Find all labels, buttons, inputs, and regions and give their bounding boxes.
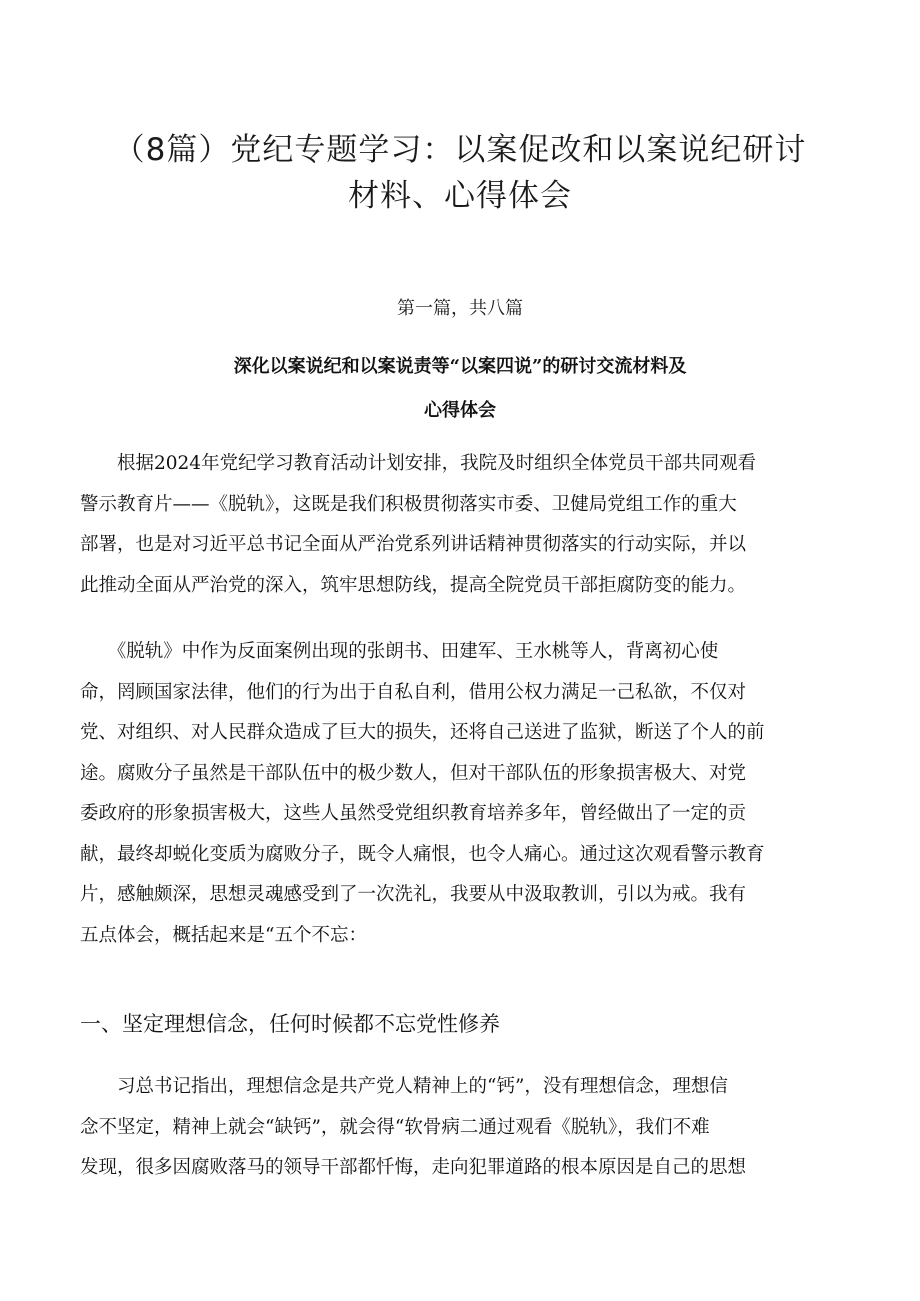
paragraph-line: 途。腐败分子虽然是干部队伍中的极少数人，但对干部队伍的形象损害极大、对党 [80, 762, 747, 784]
paragraph-line: 片，感触颇深，思想灵魂感受到了一次洗礼，我要从中汲取教训，引以为戒。我有 [80, 884, 747, 905]
paragraph-line: 念不坚定，精神上就会“缺钙”，就会得“软骨病二通过观看《脱轨》，我们不难 [80, 1116, 710, 1138]
document-title-line-2: 材料、心得体会 [348, 178, 572, 214]
paragraph-line: 警示教育片——《脱轨》，这既是我们积极贯彻落实市委、卫健局党组工作的重大 [80, 493, 737, 515]
paragraph-line: 献，最终却蜕化变质为腐败分子，既令人痛恨，也令人痛心。通过这次观看警示教育 [80, 843, 765, 865]
paragraph-line: 命，罔顾国家法律，他们的行为出于自私自利，借用公权力满足一己私欲，不仅对 [80, 681, 747, 703]
article-heading-line-2: 心得体会 [424, 400, 496, 421]
article-heading-line-1: 深化以案说纪和以案说责等“以案四说”的研讨交流材料及 [233, 356, 687, 377]
paragraph-case-review [80, 632, 860, 956]
section-heading-1: 一、坚定理想信念，任何时候都不忘党性修养 [80, 1012, 500, 1036]
paragraph-intro [80, 444, 860, 606]
paragraph-line: 发现，很多因腐败落马的领导干部都忏悔，走向犯罪道路的根本原因是自己的思想 [80, 1157, 747, 1178]
paragraph-line: 委政府的形象损害极大，这些人虽然受党组织教育培养多年，曾经做出了一定的贡 [80, 803, 747, 824]
paragraph-line: 党、对组织、对人民群众造成了巨大的损失，还将自己送进了监狱，断送了个人的前 [80, 722, 765, 743]
paragraph-line: 此推动全面从严治党的深入，筑牢思想防线，提高全院党员干部拒腐防变的能力。 [80, 574, 747, 596]
paragraph-line: 五点体会，概括起来是“五个不忘： [80, 924, 367, 946]
paragraph-line: 习总书记指出，理想信念是共产党人精神上的“钙”，没有理想信念，理想信 [80, 1076, 728, 1097]
paragraph-ideals [80, 1067, 860, 1189]
paragraph-line: 《脱轨》中作为反面案例出现的张朗书、田建军、王水桃等人，背离初心使 [80, 641, 719, 662]
paragraph-line: 部署，也是对习近平总书记全面从严治党系列讲话精神贯彻落实的行动实际，并以 [80, 534, 747, 555]
chapter-subtitle: 第一篇，共八篇 [397, 298, 523, 319]
paragraph-line: 根据2024年党纪学习教育活动计划安排，我院及时组织全体党员干部共同观看 [80, 453, 757, 474]
document-title-line-1: （8篇）党纪专题学习：以案促改和以案说纪研讨 [113, 132, 807, 168]
